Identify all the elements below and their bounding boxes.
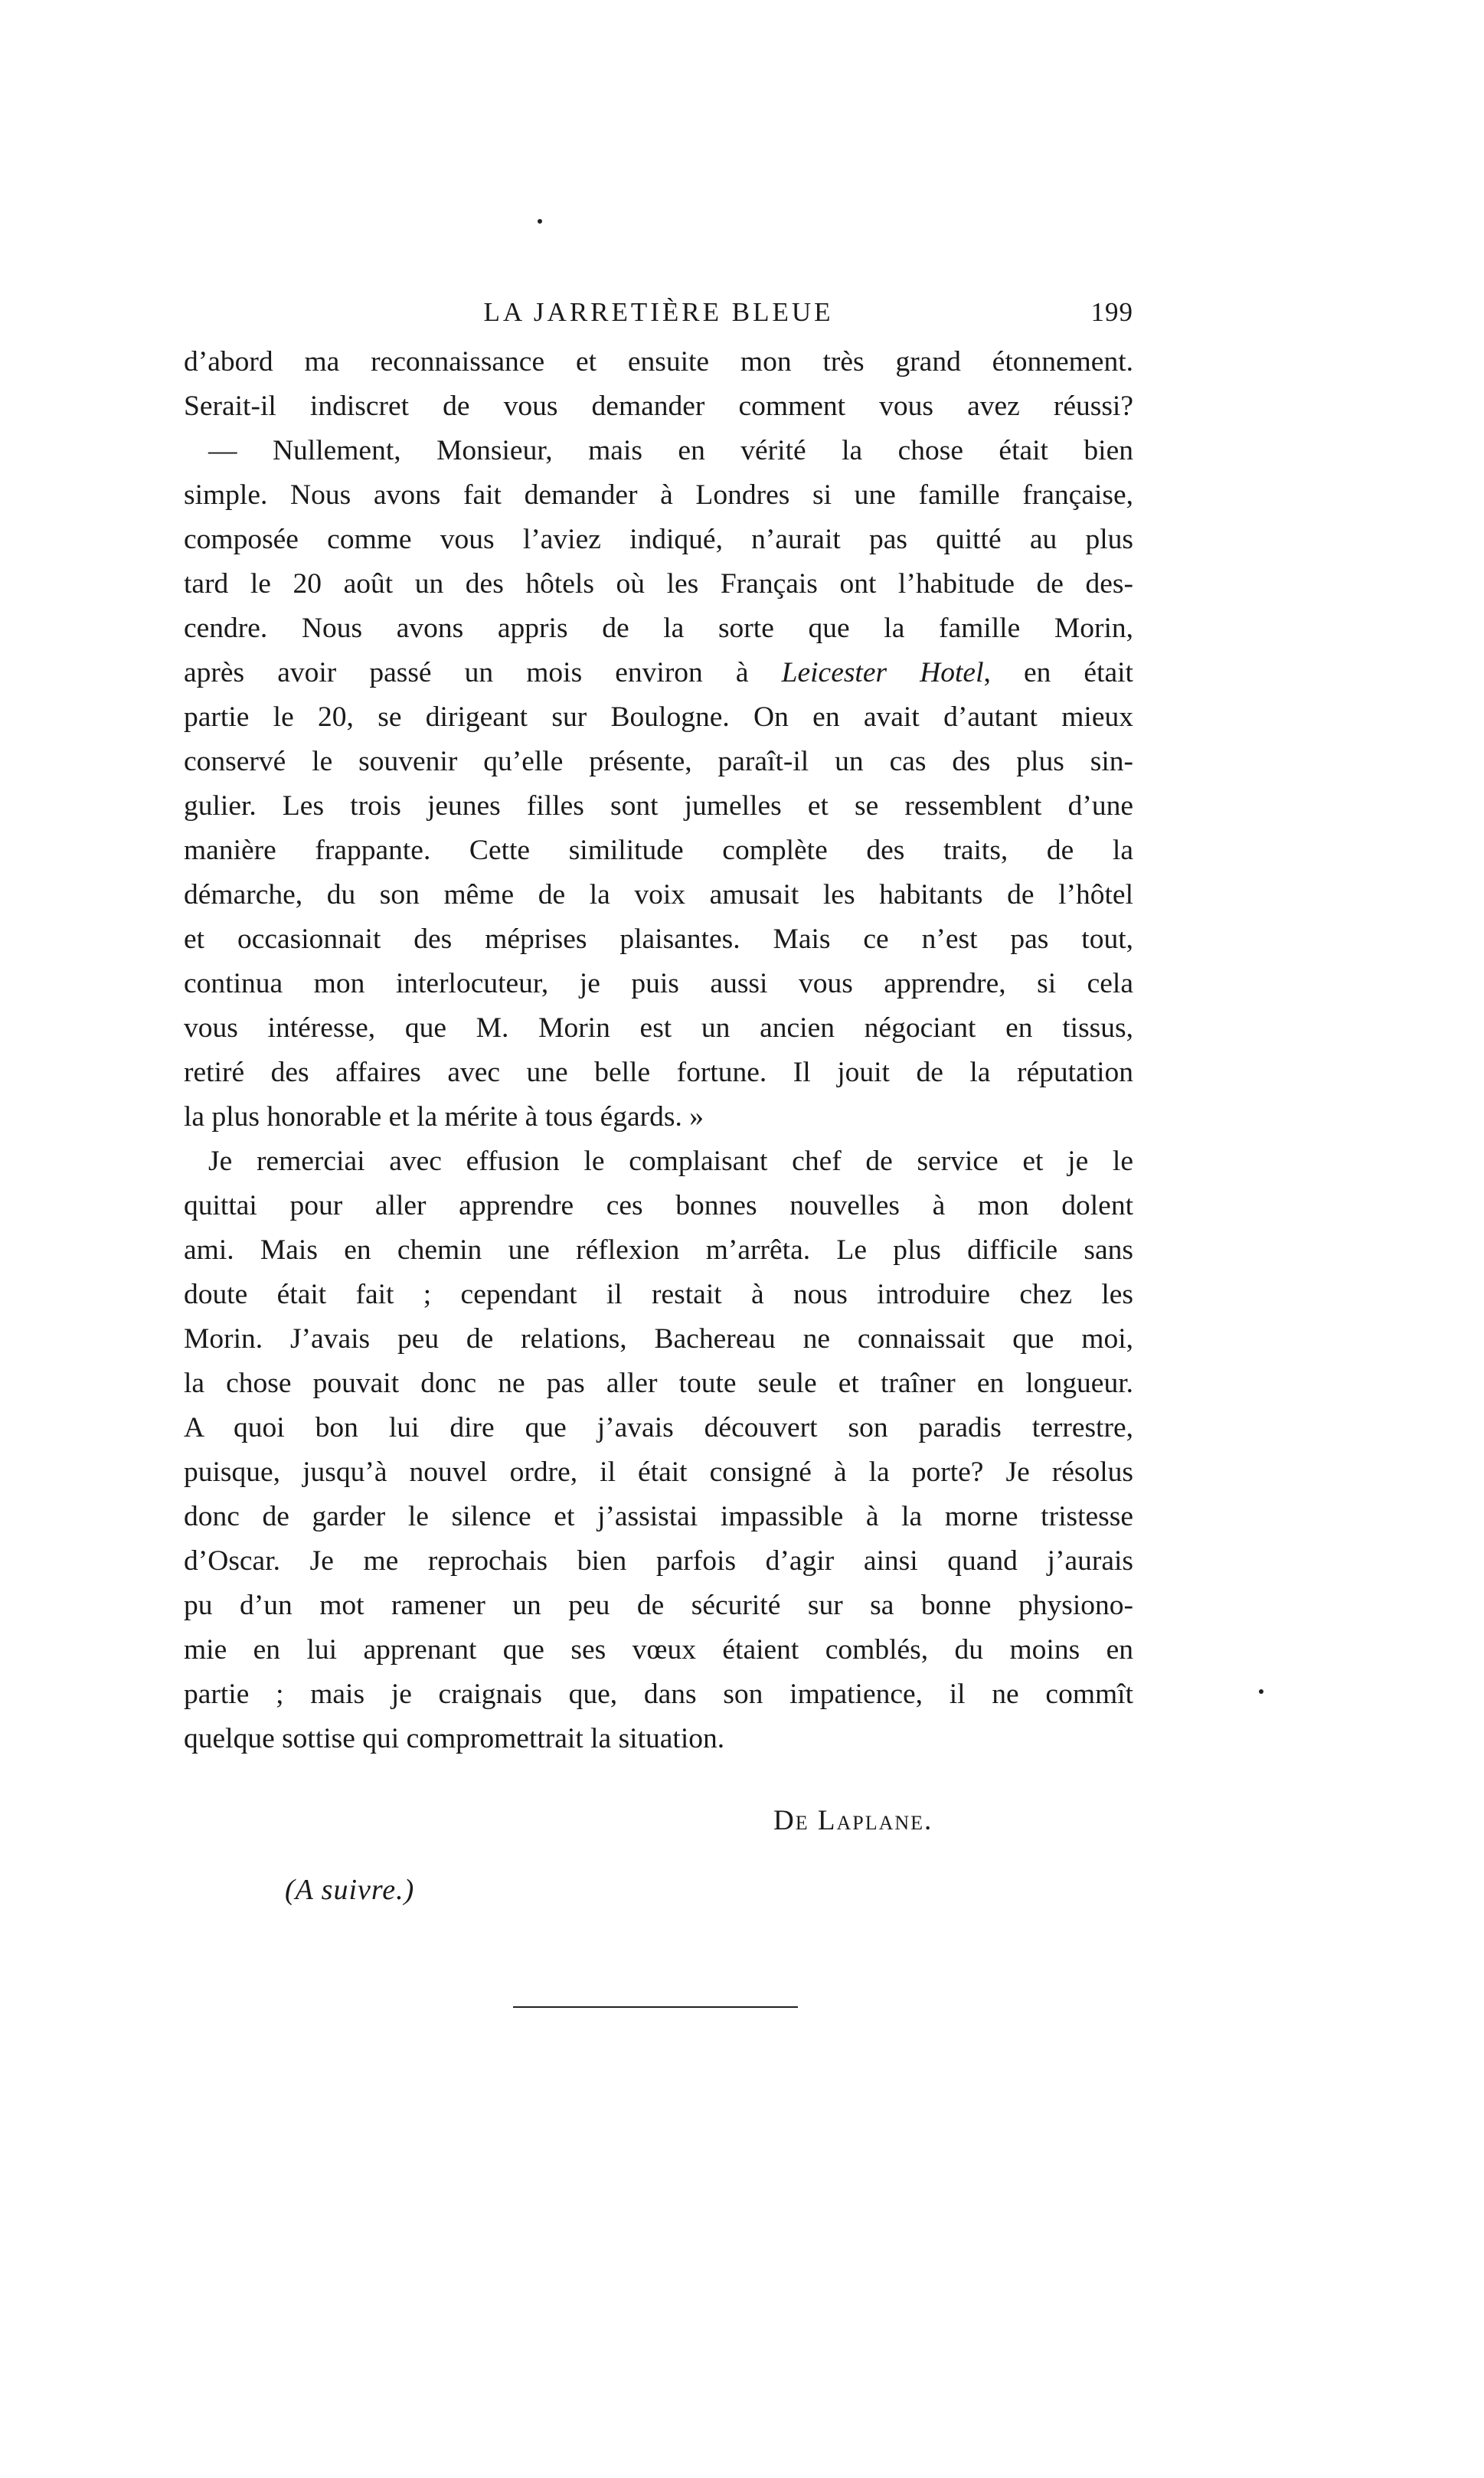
author-signature: De Laplane. xyxy=(773,1805,933,1836)
text-line: Morin. J’avais peu de relations, Bachereau ne connaissait que moi, xyxy=(184,1323,1133,1355)
text-line: et occasionnait des méprises plaisantes. Mais ce n’est pas tout, xyxy=(184,924,1133,955)
ink-speck xyxy=(1259,1689,1263,1694)
italic-hotel-name: Leicester Hotel xyxy=(781,657,984,688)
page-header xyxy=(184,289,1133,335)
text-line: manière frappante. Cette similitude complète des traits, de la xyxy=(184,835,1133,866)
text-line: tard le 20 août un des hôtels où les Français ont l’habitude de des- xyxy=(184,568,1133,600)
text-line: Je remerciai avec effusion le complaisant chef de service et je le xyxy=(208,1146,1133,1177)
body-text xyxy=(184,340,1133,1761)
text-line: partie ; mais je craignais que, dans son impatience, il ne commît xyxy=(184,1679,1133,1710)
text-line: donc de garder le silence et j’assistai impassible à la morne tristesse xyxy=(184,1501,1133,1532)
text-line: — Nullement, Monsieur, mais en vérité la chose était bien xyxy=(208,435,1133,466)
text-line: la plus honorable et la mérite à tous égards. » xyxy=(184,1101,704,1133)
text-line: vous intéresse, que M. Morin est un ancien négociant en tissus, xyxy=(184,1012,1133,1044)
text-line: partie le 20, se dirigeant sur Boulogne. On en avait d’autant mieux xyxy=(184,701,1133,733)
text-line: A quoi bon lui dire que j’avais découvert son paradis terrestre, xyxy=(184,1412,1133,1443)
text-line: pu d’un mot ramener un peu de sécurité sur sa bonne physiono- xyxy=(184,1590,1133,1621)
text-line: retiré des affaires avec une belle fortune. Il jouit de la réputation xyxy=(184,1057,1133,1088)
text-segment: , en était xyxy=(983,657,1133,688)
text-line: ami. Mais en chemin une réflexion m’arrêta. Le plus difficile sans xyxy=(184,1234,1133,1266)
text-line: simple. Nous avons fait demander à Londres si une famille française, xyxy=(184,479,1133,511)
text-line: puisque, jusqu’à nouvel ordre, il était consigné à la porte? Je résolus xyxy=(184,1456,1133,1488)
text-line: quittai pour aller apprendre ces bonnes nouvelles à mon dolent xyxy=(184,1190,1133,1221)
text-line: conservé le souvenir qu’elle présente, paraît-il un cas des plus sin- xyxy=(184,746,1133,777)
text-line: doute était fait ; cependant il restait à nous introduire chez les xyxy=(184,1279,1133,1310)
text-line: continua mon interlocuteur, je puis aussi vous apprendre, si cela xyxy=(184,968,1133,999)
text-line xyxy=(184,651,1133,695)
text-segment: après avoir passé un mois environ à xyxy=(184,657,782,688)
page-number: 199 xyxy=(1090,297,1133,327)
to-be-continued-note: (A suivre.) xyxy=(285,1874,415,1906)
ink-speck xyxy=(538,219,542,224)
end-rule xyxy=(513,2006,798,2008)
text-line: composée comme vous l’aviez indiqué, n’aurait pas quitté au plus xyxy=(184,524,1133,555)
text-line: démarche, du son même de la voix amusait les habitants de l’hôtel xyxy=(184,879,1133,910)
text-line: cendre. Nous avons appris de la sorte que la famille Morin, xyxy=(184,613,1133,644)
text-line: gulier. Les trois jeunes filles sont jumelles et se ressemblent d’une xyxy=(184,790,1133,822)
text-line: d’abord ma reconnaissance et ensuite mon très grand étonnement. xyxy=(184,346,1133,378)
text-line: mie en lui apprenant que ses vœux étaient comblés, du moins en xyxy=(184,1634,1133,1666)
running-title: LA JARRETIÈRE BLEUE xyxy=(483,297,834,327)
text-line: Serait-il indiscret de vous demander comment vous avez réussi? xyxy=(184,391,1133,422)
text-line: d’Oscar. Je me reprochais bien parfois d’agir ainsi quand j’aurais xyxy=(184,1545,1133,1577)
text-line: la chose pouvait donc ne pas aller toute seule et traîner en longueur. xyxy=(184,1368,1133,1399)
text-line: quelque sottise qui compromettrait la situation. xyxy=(184,1723,725,1754)
